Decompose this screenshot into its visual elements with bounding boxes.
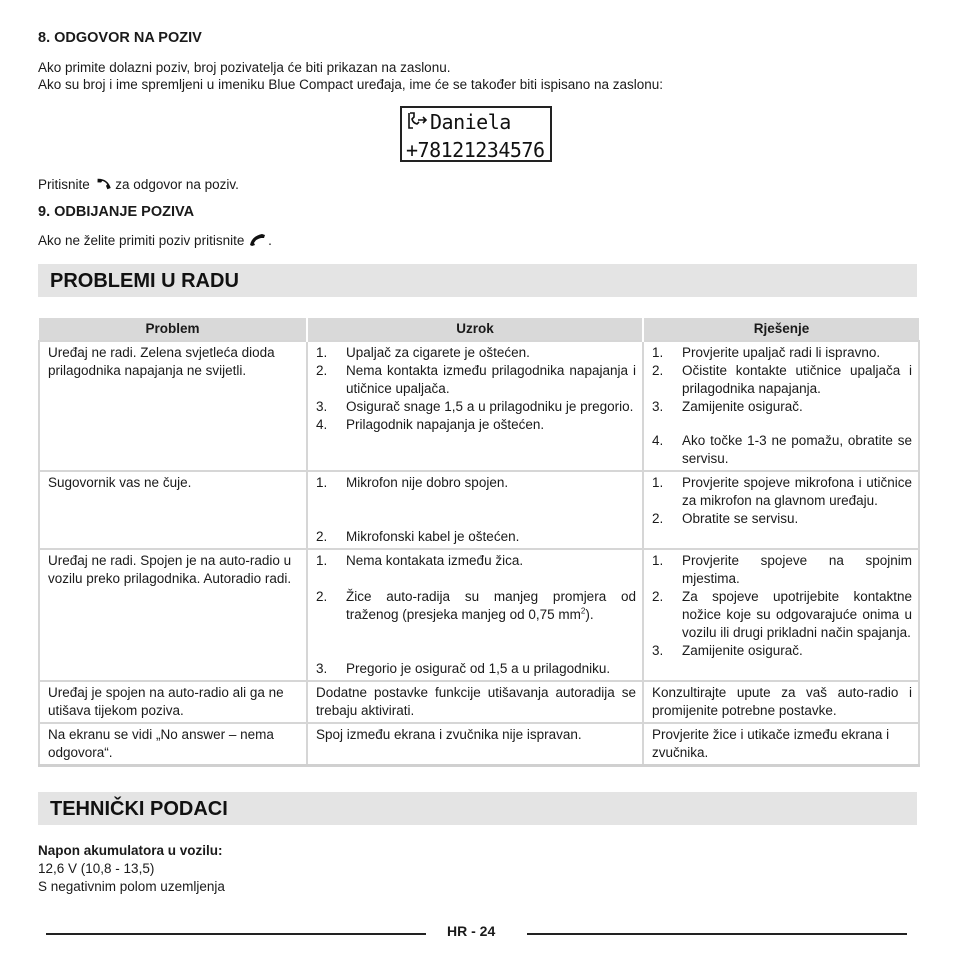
solution-item: Za spojeve upotrijebite kontaktne nožice koje su odgovarajuće onima u vozilu ili drugi prikladni način spajanja. (682, 589, 912, 640)
cause-cell: Spoj između ekrana i zvučnika nije ispravan. (307, 723, 643, 766)
footer-line-right (527, 933, 907, 935)
phone-display-example (400, 106, 552, 162)
reject-text-after: . (268, 233, 272, 248)
tech-label: Napon akumulatora u vozilu: (38, 843, 223, 858)
list-number: 2. (316, 589, 328, 604)
cause-item: Pregorio je osigurač od 1,5 a u prilagodniku. (346, 661, 611, 676)
answer-text-before: Pritisnite (38, 177, 90, 192)
table-row (39, 471, 919, 549)
list-number: 1. (316, 553, 328, 568)
cause-list (316, 552, 636, 678)
cause-list (316, 474, 636, 546)
list-number: 1. (652, 345, 664, 360)
solution-cell (643, 549, 919, 681)
reject-phone-icon (248, 233, 268, 251)
problem-cell: Sugovornik vas ne čuje. (39, 471, 307, 549)
list-number: 2. (652, 589, 664, 604)
list-number: 2. (652, 511, 664, 526)
list-number: 1. (316, 345, 328, 360)
cause-item: Osigurač snage 1,5 a u prilagodniku je pregorio. (346, 399, 634, 414)
troubleshooting-table (38, 318, 920, 767)
list-number: 3. (316, 399, 328, 414)
cause-item: Mikrofon nije dobro spojen. (346, 475, 509, 490)
problem-cell: Uređaj ne radi. Spojen je na auto-radio u vozilu preko prilagodnika. Autoradio radi. (39, 549, 307, 681)
cause-cell: Dodatne postavke funkcije utišavanja autoradija se trebaju aktivirati. (307, 681, 643, 723)
problem-cell: Uređaj je spojen na auto-radio ali ga ne utišava tijekom poziva. (39, 681, 307, 723)
solution-item: Provjerite spojeve na spojnim mjestima. (682, 553, 912, 586)
cause-cell (307, 471, 643, 549)
cause-list (316, 344, 636, 434)
list-number: 1. (652, 475, 664, 490)
cause-item: Nema kontakta između prilagodnika napajanja i utičnice upaljača. (346, 363, 636, 396)
reject-text-before: Ako ne želite primiti poziv pritisnite (38, 233, 245, 248)
reject-instruction (38, 232, 272, 251)
table-row (39, 341, 919, 471)
footer-line-left (46, 933, 426, 935)
list-number: 4. (652, 433, 664, 448)
cause-item (346, 570, 636, 624)
list-number: 2. (316, 363, 328, 378)
cause-cell (307, 341, 643, 471)
display-caller-name: Daniela (430, 110, 511, 134)
list-number: 3. (652, 643, 664, 658)
solution-cell: Provjerite žice i utikače između ekrana i zvučnika. (643, 723, 919, 766)
list-number: 1. (316, 475, 328, 490)
section-9-heading: 9. ODBIJANJE POZIVA (38, 204, 195, 220)
solution-item: Provjerite spojeve mikrofona i utičnice za mikrofon na glavnom uređaju. (682, 475, 912, 508)
table-row (39, 549, 919, 681)
tech-section-bar (38, 792, 917, 825)
cause-text: Žice auto-radija su manjeg promjera od traženog (presjeka manjeg od 0,75 mm (346, 589, 636, 622)
table-row (39, 723, 919, 766)
solution-item: Zamijenite osigurač. (682, 399, 803, 414)
solution-list (652, 344, 912, 468)
header-cause: Uzrok (307, 318, 643, 341)
list-number: 2. (316, 529, 328, 544)
problem-cell: Uređaj ne radi. Zelena svjetleća dioda prilagodnika napajanja ne svijetli. (39, 341, 307, 471)
solution-item: Obratite se servisu. (682, 511, 799, 526)
superscript: 2 (580, 606, 586, 616)
tech-value-ground: S negativnim polom uzemljenja (38, 879, 225, 894)
solution-item: Zamijenite osigurač. (682, 643, 803, 658)
cause-item: Mikrofonski kabel je oštećen. (346, 529, 520, 544)
problems-title: PROBLEMI U RADU (50, 270, 239, 292)
problems-section-bar (38, 264, 917, 297)
table-header-row (39, 318, 919, 341)
answer-instruction (38, 176, 239, 196)
header-problem: Problem (39, 318, 307, 341)
solution-item: Očistite kontakte utičnice upaljača i prilagodnika napajanja. (682, 363, 912, 396)
solution-cell (643, 471, 919, 549)
section-8-heading: 8. ODGOVOR NA POZIV (38, 30, 202, 46)
tech-value-voltage: 12,6 V (10,8 - 13,5) (38, 861, 155, 876)
solution-item: Provjerite upaljač radi li ispravno. (682, 345, 881, 360)
cause-item: Nema kontakata između žica. (346, 553, 524, 568)
header-solution: Rješenje (643, 318, 919, 341)
problem-cell: Na ekranu se vidi „No answer – nema odgovora“. (39, 723, 307, 766)
cause-item: Prilagodnik napajanja je oštećen. (346, 417, 545, 432)
table-row (39, 681, 919, 723)
list-number: 3. (316, 661, 328, 676)
display-caller-number: +78121234576 (406, 138, 545, 162)
solution-cell: Konzultirajte upute za vaš auto-radio i promijenite potrebne postavke. (643, 681, 919, 723)
list-number: 2. (652, 363, 664, 378)
incoming-call-icon (406, 110, 430, 138)
list-number: 3. (652, 399, 664, 414)
solution-list (652, 552, 912, 660)
cause-tail: ). (585, 607, 594, 622)
list-number: 1. (652, 553, 664, 568)
solution-cell (643, 341, 919, 471)
tech-title: TEHNIČKI PODACI (50, 798, 228, 820)
cause-cell (307, 549, 643, 681)
answer-text-after: za odgovor na poziv. (115, 177, 239, 192)
page-number: HR - 24 (447, 923, 496, 939)
list-number: 4. (316, 417, 328, 432)
solution-list (652, 474, 912, 528)
cause-item: Upaljač za cigarete je oštećen. (346, 345, 530, 360)
section-8-line-2: Ako su broj i ime spremljeni u imeniku Blue Compact uređaja, ime će se također biti ispisano na zaslonu: (38, 77, 664, 92)
answer-phone-icon (94, 178, 112, 196)
solution-item: Ako točke 1-3 ne pomažu, obratite se servisu. (682, 433, 912, 466)
section-8-line-1: Ako primite dolazni poziv, broj pozivatelja će biti prikazan na zaslonu. (38, 60, 451, 75)
